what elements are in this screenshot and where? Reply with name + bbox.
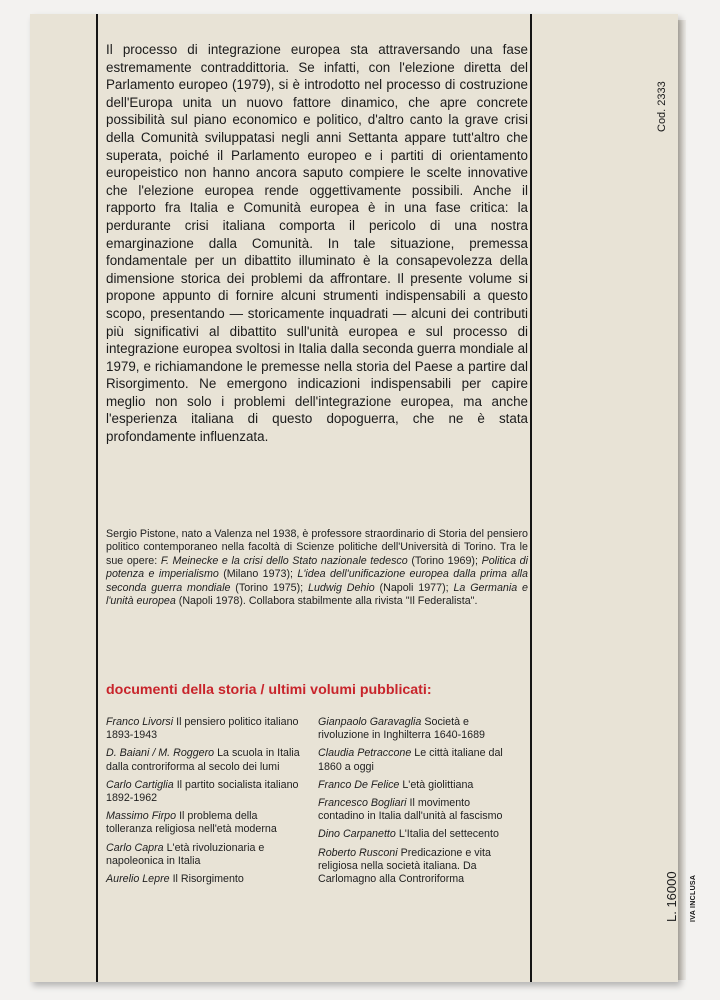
volume-title: Il partito socialista italiano 1892-1962 xyxy=(106,778,299,805)
volume-item xyxy=(106,779,301,805)
bio-text-5: (Napoli 1977); xyxy=(374,581,454,594)
volume-item xyxy=(106,873,301,886)
volume-title: L'Italia del settecento xyxy=(398,828,499,841)
right-vertical-rule xyxy=(530,14,532,982)
volume-list-right xyxy=(318,716,513,891)
left-vertical-rule xyxy=(96,14,98,982)
volume-title: Il Risorgimento xyxy=(172,873,244,886)
bio-text-4: (Torino 1975); xyxy=(230,581,309,594)
volume-author: Dino Carpanetto xyxy=(318,828,396,841)
catalog-code: Cod. 2333 xyxy=(656,81,668,132)
volume-item xyxy=(318,716,513,742)
volume-title: Il problema della tolleranza religiosa nell'età moderna xyxy=(106,810,277,836)
volume-author: Massimo Firpo xyxy=(106,810,177,823)
volume-title: Il pensiero politico italiano 1893-1943 xyxy=(106,716,299,742)
volume-item xyxy=(318,747,513,773)
vat-note: IVA INCLUSA xyxy=(690,874,697,922)
series-heading: documenti della storia / ultimi volumi pubblicati: xyxy=(106,682,432,698)
volume-author: Francesco Bogliari xyxy=(318,797,407,810)
bio-work-title-4: Ludwig Dehio xyxy=(308,581,375,594)
bio-work-title-3: L'idea dell'unificazione europea dalla prima alla seconda guerra mondiale xyxy=(106,568,528,594)
volume-item xyxy=(106,716,301,742)
volume-author: Claudia Petraccone xyxy=(318,747,412,760)
blurb-text: Il processo di integrazione europea sta attraversando una fase estremamente contraddittoria. Se infatti, con l'elezione diretta del Parlamento europeo (1979), si è introdotto nel processo di costruzione dell'Europa unita un nuovo fattore dinamico, che apre concrete possibilità sul piano economico e politico, d'altro canto la grave crisi della Comunità sviluppatasi negli anni Settanta appare tutt'altro che superata, poiché il Parlamento europeo e i partiti di orientamento europeistico non hanno ancora saputo compiere le scelte innovative che l'elezione europea rende oggettivamente possibili. Anche il rapporto fra Italia e Comunità europea è in una fase critica: la perdurante crisi italiana comporta il pericolo di una nostra emarginazione dalla Comunità. In tale situazione, premessa fondamentale per un dibattito illuminato è la consapevolezza della dimensione storica dei problemi da affrontare. Il presente volume si propone appunto di fornire alcuni strumenti indispensabili a questo scopo, presentando — storicamente inquadrati — alcuni dei contributi più significativi al dibattito sull'unità europea e sul processo di integrazione europea svoltosi in Italia dalla seconda guerra mondiale al 1979, e richiamandone le premesse nella storia del Paese a partire dal Risorgimento. Ne emergono indicazioni indispensabili per capire meglio non solo i problemi dell'integrazione europea, ma anche l'esperienza italiana di questo dopoguerra, che ne è stata profondamente influenzata. xyxy=(106,42,528,445)
volume-author: Gianpaolo Garavaglia xyxy=(318,716,422,728)
page-edge-shadow xyxy=(678,20,686,980)
volume-title: Il movimento contadino in Italia dall'unità al fascismo xyxy=(318,797,503,823)
volume-title: L'età giolittiana xyxy=(402,778,474,791)
bio-text-2: (Torino 1969); xyxy=(407,554,482,567)
volume-author: Franco Livorsi xyxy=(106,716,174,728)
volume-title: Predicazione e vita religiosa nella società italiana. Da Carlomagno alla Controriforma xyxy=(318,846,491,886)
volume-item xyxy=(106,747,301,773)
volume-title: Le città italiane dal 1860 a oggi xyxy=(318,747,503,773)
bio-work-title-5: La Germania e l'unità europea xyxy=(106,581,528,608)
volume-item xyxy=(318,779,513,792)
bio-text-1: Sergio Pistone, nato a Valenza nel 1938, è professore straordinario di Storia del pensiero politico contemporaneo nella facoltà di Scienze politiche dell'Università di Torino. Tra le sue opere: xyxy=(106,528,528,567)
author-bio xyxy=(106,528,528,608)
volume-item xyxy=(106,842,301,868)
volume-item xyxy=(318,847,513,887)
bio-work-title-2: Politica di potenza e imperialismo xyxy=(106,554,528,581)
volume-author: D. Baiani / M. Roggero xyxy=(106,747,215,760)
bio-work-title-1: F. Meinecke e la crisi dello Stato nazionale tedesco xyxy=(160,554,408,567)
volume-list-left xyxy=(106,716,301,891)
volume-item xyxy=(106,810,301,836)
volume-author: Roberto Rusconi xyxy=(318,846,398,859)
volume-title: L'età rivoluzionaria e napoleonica in Italia xyxy=(106,841,265,867)
volume-author: Aurelio Lepre xyxy=(106,873,170,886)
volume-item xyxy=(318,828,513,841)
volume-title: La scuola in Italia dalla controriforma al secolo dei lumi xyxy=(106,747,300,773)
volume-title: Società e rivoluzione in Inghilterra 1640-1689 xyxy=(318,716,485,742)
bio-text-6: (Napoli 1978). Collabora stabilmente alla rivista "Il Federalista". xyxy=(175,595,478,608)
price-label: L. 16000 xyxy=(664,871,679,922)
book-back-cover xyxy=(30,14,678,982)
volume-author: Carlo Cartiglia xyxy=(106,778,174,791)
bio-text-3: (Milano 1973); xyxy=(218,568,298,581)
volume-item xyxy=(318,797,513,823)
volume-author: Carlo Capra xyxy=(106,841,164,854)
volume-author: Franco De Felice xyxy=(318,778,400,791)
